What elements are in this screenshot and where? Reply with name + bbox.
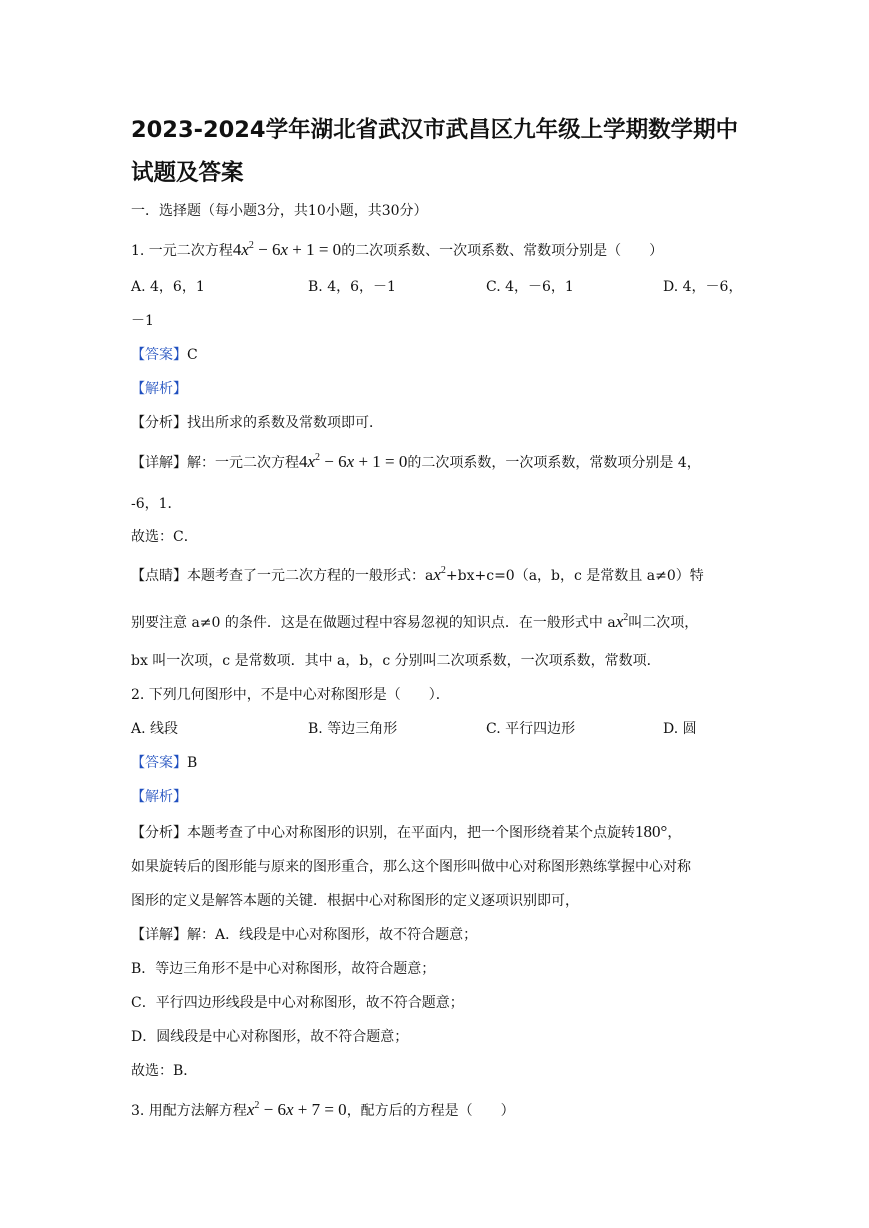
q1-answer [131,345,198,365]
q1-answer-tag: 【答案】 [131,347,187,363]
q1-option-b: B. 4，6，－1 [308,279,396,295]
q1-option-d: D. 4，－6， [663,279,743,295]
q1-fenxi [131,413,383,433]
question-2-stem: 2. 下列几何图形中，不是中心对称图形是（ ）． [131,687,450,703]
q3-stem-prefix: 3. 用配方法解方程 [131,1103,247,1119]
q2-xiangjie-line-4: D．圆线段是中心对称图形，故不符合题意； [131,1029,409,1045]
q2-xiangjie-tag: 【详解】 [131,927,187,943]
q2-fenxi-line-3: 图形的定义是解答本题的关键．根据中心对称图形的定义逐项识别即可， [131,893,579,909]
q2-option-d: D. 圆 [663,721,697,737]
q1-fenxi-tag: 【分析】 [131,415,187,431]
q1-option-c: C. 4，－6，1 [486,279,574,295]
rotation-angle: 180° [635,822,668,841]
q1-xiangjie [131,452,701,473]
q2-xiangjie-line-2: B．等边三角形不是中心对称图形，故符合题意； [131,961,436,977]
q2-option-b: B. 等边三角形 [308,721,398,737]
q3-stem-suffix: ，配方后的方程是（ ） [346,1103,515,1119]
q1-xiangjie-suffix: 的二次项系数，一次项系数，常数项分别是 4， [407,455,701,471]
q3-equation: $x^2 - 6x + 7 = 0$ [246,1100,347,1119]
q1-fenxi-text: 找出所求的系数及常数项即可． [187,415,383,431]
x-squared: $x^2$ [615,612,629,631]
section-heading: 一．选择题（每小题3分，共10小题，共30分） [131,203,428,219]
document-title-line-2: 试题及答案 [131,160,244,186]
q1-stem-prefix: 1. 一元二次方程 [131,243,233,259]
question-1-stem [131,240,663,261]
q2-answer [131,753,197,773]
q1-option-a: A. 4，6，1 [131,279,205,295]
q1-stem-suffix: 的二次项系数、一次项系数、常数项分别是（ ） [341,243,664,259]
q2-fenxi-line-2: 如果旋转后的图形能与原来的图形重合，那么这个图形叫做中心对称图形熟练掌握中心对称 [131,859,691,875]
q1-dianjing-line-3: bx 叫一次项，c 是常数项．其中 a，b，c 分别叫二次项系数，一次项系数，常数项． [131,653,661,669]
q2-fenxi-tag: 【分析】 [131,825,187,841]
q1-xiangjie-wrap: -6，1． [131,496,182,512]
q1-choice: 故选：C． [131,529,198,545]
q2-answer-value: B [187,755,198,771]
question-3-stem [131,1100,515,1121]
q1-answer-value: C [187,347,198,363]
q2-analysis-heading: 【解析】 [131,789,187,805]
q1-xiangjie-tag: 【详解】 [131,455,187,471]
document-title-line-1: 2023-2024学年湖北省武汉市武昌区九年级上学期数学期中 [131,117,739,143]
q1-dianjing-line-2: 别要注意 a≠0 的条件．这是在做题过程中容易忽视的知识点．在一般形式中 $ax^2$叫二次项， [131,612,699,631]
q1-option-d-wrap: －1 [131,313,154,329]
q2-option-c: C. 平行四边形 [486,721,576,737]
q2-xiangjie-line-1: 【详解】解：A．线段是中心对称图形，故不符合题意； [131,927,478,943]
q2-answer-tag: 【答案】 [131,755,187,771]
q2-choice: 故选：B． [131,1063,198,1079]
q1-equation: $4x^2 - 6x + 1 = 0$ [232,240,342,259]
q1-dianjing-line-1: 【点睛】本题考查了一元二次方程的一般形式：$ax^2+bx+c=0(a$，b，c 是常数且 a≠0）特 [131,565,704,584]
q1-xiangjie-prefix: 解：一元二次方程 [187,455,299,471]
q2-xiangjie-line-3: C．平行四边形线段是中心对称图形，故不符合题意； [131,995,464,1011]
q2-fenxi-line-1: 【分析】本题考查了中心对称图形的识别，在平面内，把一个图形绕着某个点旋转180°， [131,822,682,841]
x-squared: $x^2$ [433,565,446,584]
q1-analysis-heading: 【解析】 [131,381,187,397]
q1-dianjing-tag: 【点睛】 [131,568,187,584]
q2-option-a: A. 线段 [131,721,179,737]
q1-xiangjie-equation: $4x^2 - 6x + 1 = 0$ [299,452,408,471]
